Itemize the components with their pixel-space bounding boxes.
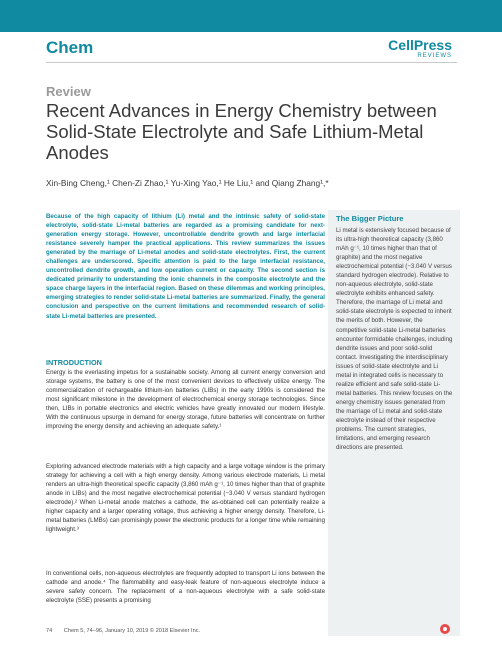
section-heading-introduction: INTRODUCTION — [46, 358, 102, 367]
article-type: Review — [46, 84, 91, 99]
bigger-picture-title: The Bigger Picture — [336, 214, 404, 223]
header-divider — [46, 62, 457, 63]
journal-logo: Chem — [46, 38, 94, 57]
publisher-sub: REVIEWS — [417, 53, 452, 59]
crossmark-icon[interactable] — [440, 624, 450, 634]
paragraph: Exploring advanced electrode materials with a high capacity and a large voltage window is the primary strategy for achieving a cell with a high energy density. Among various electrode materials, Li metal renders an ultra-high theoretical specific capacity (3,860 mAh g⁻¹, 10 times higher than that of graphite anode in LIBs) and the most negative electrochemical potential (−3.040 V versus standard hydrogen electrode).² When Li-metal anode matches a cathode, the as-obtained cell can potentially realize a higher capacity and a larger operating voltage, thus achieving a higher energy density. Therefore, Li-metal batteries (LMBs) can promisingly power the electronic products for a longer time while remaining lightweight.³ — [46, 463, 325, 534]
header-band — [0, 0, 502, 32]
paragraph: In conventional cells, non-aqueous electrolytes are frequently adopted to transport Li ions between the cathode and anode.⁴ The flammability and easy-leak feature of non-aqueous electrolyte induce a severe safety concern. The replacement of a non-aqueous electrolyte with a safe solid-state electrolyte (SSE) presents a promising — [46, 570, 325, 605]
abstract: Because of the high capacity of lithium (Li) metal and the intrinsic safety of solid-state electrolyte, solid-state Li-metal batteries are regarded as a promising candidate for next-generation energy storage. However, uncontrollable dendrite growth and large interfacial resistance severely hamper the practical applications. This review summarizes the issues generated by the marriage of Li-metal anodes and solid-state electrolytes. First, the current challenges are underscored. Specific attention is paid to the large interfacial resistance, uncontrolled dendrite growth, and low operation current or capacity. The second section is dedicated primarily to understanding the ionic channels in the composite electrolyte and the space charge layers in the interfacial region. Based on these dilemmas and working principles, emerging strategies to render solid-state Li-metal batteries are summarized. Finally, the general conclusion and perspective on the current limitations and recommended research of solid-state Li-metal batteries are presented. — [46, 213, 325, 320]
page-footer — [46, 628, 200, 634]
paragraph: Energy is the everlasting impetus for a sustainable society. Among all current energy conversion and storage systems, the battery is one of the most convenient devices to effectively utilize energy. The commercialization of rechargeable lithium-ion batteries (LIBs) in the early 1990s is considered the most significant milestone in the development of electrochemical energy storage technologies. Since then, LIBs in portable electronics and electric vehicles have greatly innovated our modern lifestyle. With the continuous upsurge in demand for energy storage, future batteries will concentrate on further improving the energy density and achieving an adequate safety.¹ — [46, 369, 325, 431]
bigger-picture-text: Li metal is extensively focused because of its ultra-high theoretical capacity (3,860 mAh g⁻¹, 10 times higher than that of graphite) and the most negative electrochemical potential (−3.040 V versus standard hydrogen electrode). Relative to non-aqueous electrolyte, solid-state electrolyte exhibits enhanced safety. Therefore, the marriage of Li metal and solid-state electrolyte is expected to inherit the merits of both. However, the competitive solid-state Li-metal batteries encounter formidable challenges, including dendrite issues and poor solid-solid contact. Investigating the interdisciplinary issues of solid-state electrolyte and Li metal in integrated cells is necessary to realize efficient and safe solid-state Li-metal batteries. This review focuses on the energy chemistry issues generated from the marriage of Li metal and solid-state electrolyte instead of their respective problems. The current strategies, limitations, and emerging research directions are presented. — [336, 227, 453, 452]
page-number: 74 — [46, 628, 53, 634]
publisher-name: CellPress — [388, 37, 452, 53]
citation-line: Chem 5, 74–96, January 10, 2019 © 2018 Elsevier Inc. — [63, 628, 201, 634]
publisher-logo — [388, 38, 452, 60]
article-title: Recent Advances in Energy Chemistry between Solid-State Electrolyte and Safe Lithium-Metal Anodes — [46, 100, 437, 163]
author-list: Xin-Bing Cheng,¹ Chen-Zi Zhao,¹ Yu-Xing Yao,¹ He Liu,¹ and Qiang Zhang¹,* — [46, 178, 329, 188]
